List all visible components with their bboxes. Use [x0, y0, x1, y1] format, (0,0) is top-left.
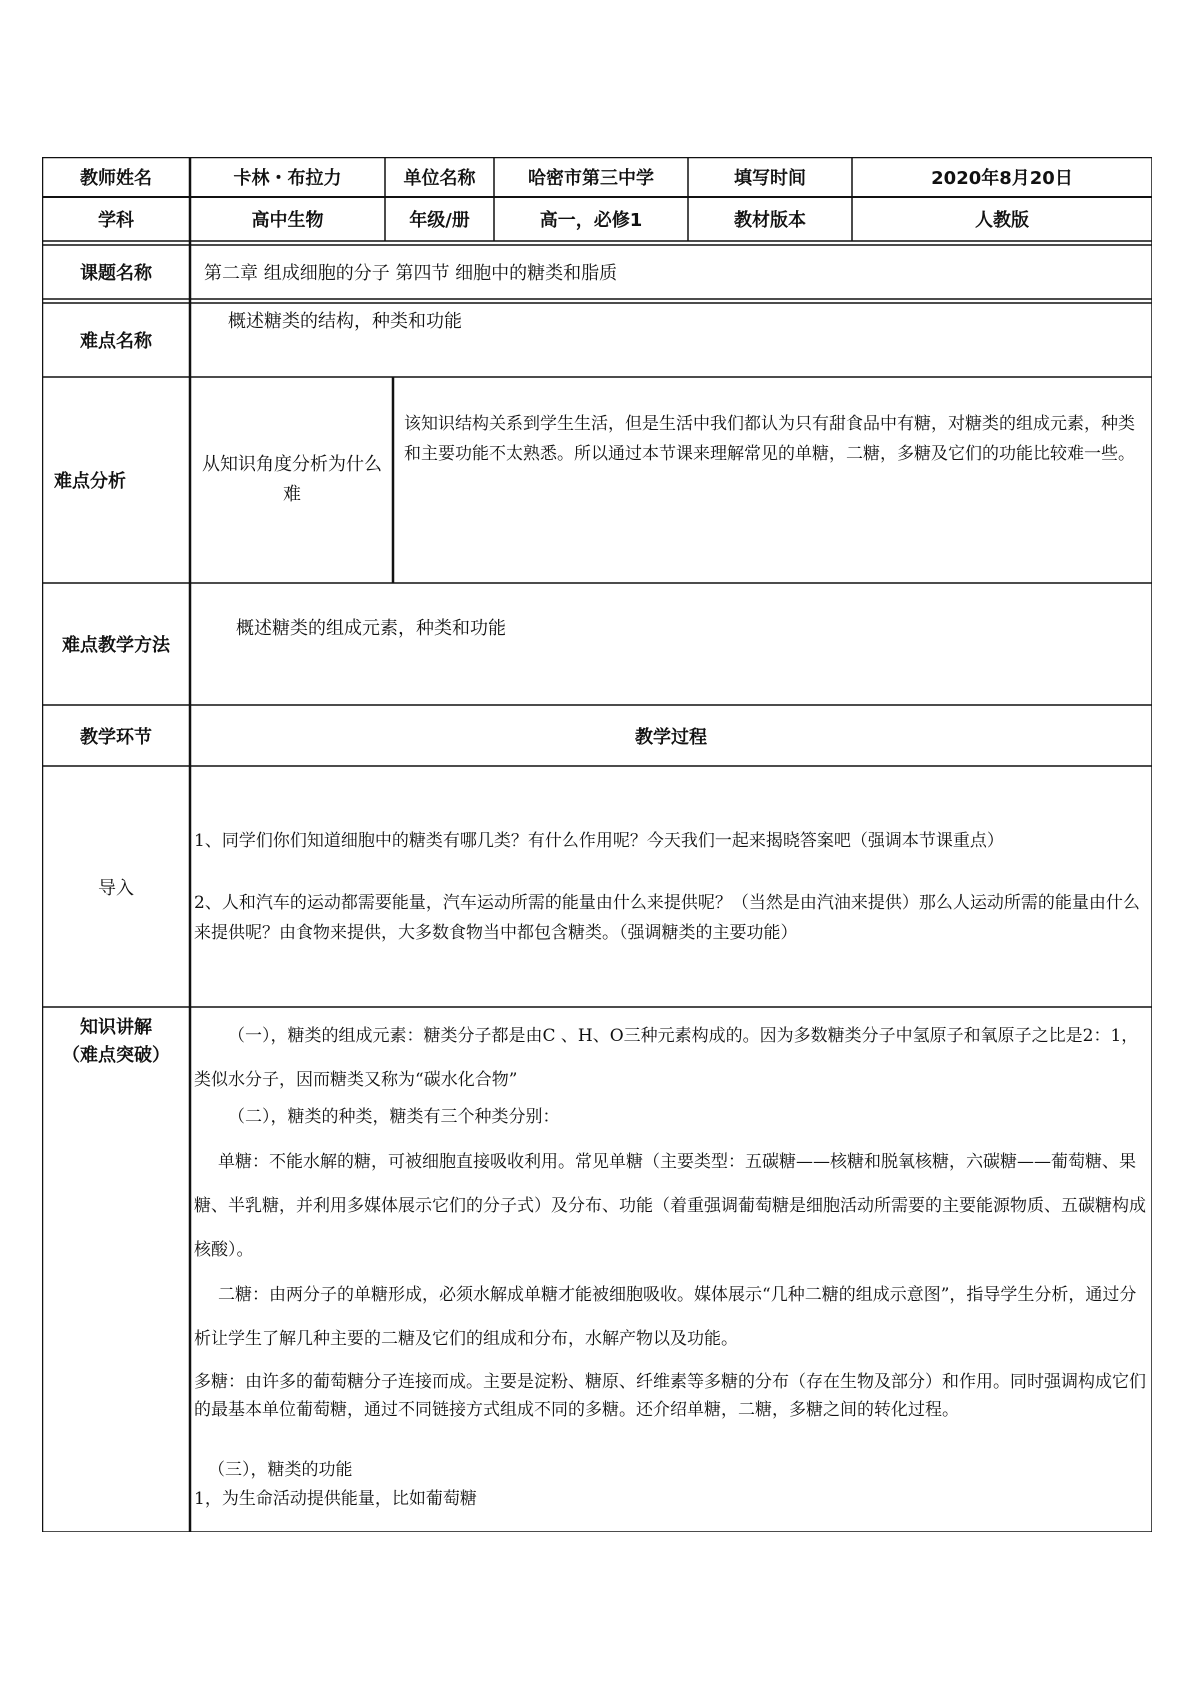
- textbook-label: 教材版本: [734, 210, 806, 231]
- method-value: 概述糖类的组成元素，种类和功能: [236, 618, 506, 639]
- analysis-text: 该知识结构关系到学生生活，但是生活中我们都认为只有甜食品中有糖，对糖类的组成元素，种类和主要功能不太熟悉。所以通过本节课来理解常见的单糖，二糖，多糖及它们的功能比较难一些。: [404, 414, 1135, 464]
- knowledge-paragraph-6: （三），糖类的功能: [208, 1460, 353, 1480]
- knowledge-paragraph-1: （一），糖类的组成元素：糖类分子都是由C 、H、O三种元素构成的。因为多数糖类分子中氢原子和氧原子之比是2：1，类似水分子，因而糖类又称为“碳水化合物”: [194, 1026, 1139, 1090]
- knowledge-paragraph-7: 1，为生命活动提供能量，比如葡萄糖: [194, 1489, 477, 1509]
- grade-value: 高一，必修1: [539, 210, 643, 231]
- teacher-name-label: 教师姓名: [80, 168, 152, 189]
- difficulty-label: 难点名称: [80, 331, 152, 352]
- topic-label: 课题名称: [80, 263, 152, 284]
- knowledge-label: 知识讲解: [80, 1017, 152, 1038]
- process-label: 教学环节: [80, 726, 152, 748]
- unit-name-value: 哈密市第三中学: [528, 168, 654, 189]
- topic-value: 第二章 组成细胞的分子 第四节 细胞中的糖类和脂质: [204, 263, 618, 284]
- intro-paragraph-1: 1、同学们你们知道细胞中的糖类有哪几类？有什么作用呢？今天我们一起来揭晓答案吧（强调本节课重点）: [194, 831, 1004, 851]
- intro-paragraph-2: 2、人和汽车的运动都需要能量，汽车运动所需的能量由什么来提供呢？（当然是由汽油来提供）那么人运动所需的能量由什么来提供呢？由食物来提供，大多数食物当中都包含糖类。（强调糖类的主要功能）: [194, 893, 1140, 943]
- process-value: 教学过程: [635, 726, 707, 748]
- unit-name-label: 单位名称: [403, 168, 476, 189]
- knowledge-paragraph-2: （二），糖类的种类，糖类有三个种类分别：: [228, 1107, 560, 1127]
- subject-label: 学科: [98, 210, 134, 231]
- subject-value: 高中生物: [251, 210, 324, 231]
- lesson-plan-table: [42, 157, 1152, 1532]
- method-label: 难点教学方法: [62, 635, 170, 656]
- knowledge-sublabel: （难点突破）: [62, 1045, 170, 1066]
- textbook-value: 人教版: [975, 210, 1029, 231]
- knowledge-paragraph-5: 多糖：由许多的葡萄糖分子连接而成。主要是淀粉、糖原、纤维素等多糖的分布（存在生物及部分）和作用。同时强调构成它们的最基本单位葡萄糖，通过不同链接方式组成不同的多糖。还介绍单糖，二糖，多糖之间的转化过程。: [194, 1372, 1146, 1420]
- knowledge-paragraph-4: 二糖：由两分子的单糖形成，必须水解成单糖才能被细胞吸收。媒体展示“几种二糖的组成示意图”，指导学生分析，通过分析让学生了解几种主要的二糖及它们的组成和分布，水解产物以及功能。: [194, 1285, 1137, 1349]
- knowledge-paragraph-3: 单糖：不能水解的糖，可被细胞直接吸收利用。常见单糖（主要类型：五碳糖——核糖和脱氧核糖，六碳糖——葡萄糖、果糖、半乳糖，并利用多媒体展示它们的分子式）及分布、功能（着重强调葡萄糖是细胞活动所需要的主要能源物质、五碳糖构成核酸）。: [194, 1152, 1146, 1260]
- teacher-name-value: 卡林・布拉力: [233, 168, 342, 189]
- intro-label: 导入: [98, 877, 134, 899]
- analysis-label: 难点分析: [54, 471, 126, 492]
- fill-date-label: 填写时间: [734, 168, 806, 189]
- difficulty-value: 概述糖类的结构，种类和功能: [228, 311, 462, 332]
- fill-date-value: 2020年8月20日: [931, 168, 1073, 189]
- grade-label: 年级/册: [409, 210, 470, 231]
- analysis-sub-label: 从知识角度分析为什么难: [202, 454, 382, 505]
